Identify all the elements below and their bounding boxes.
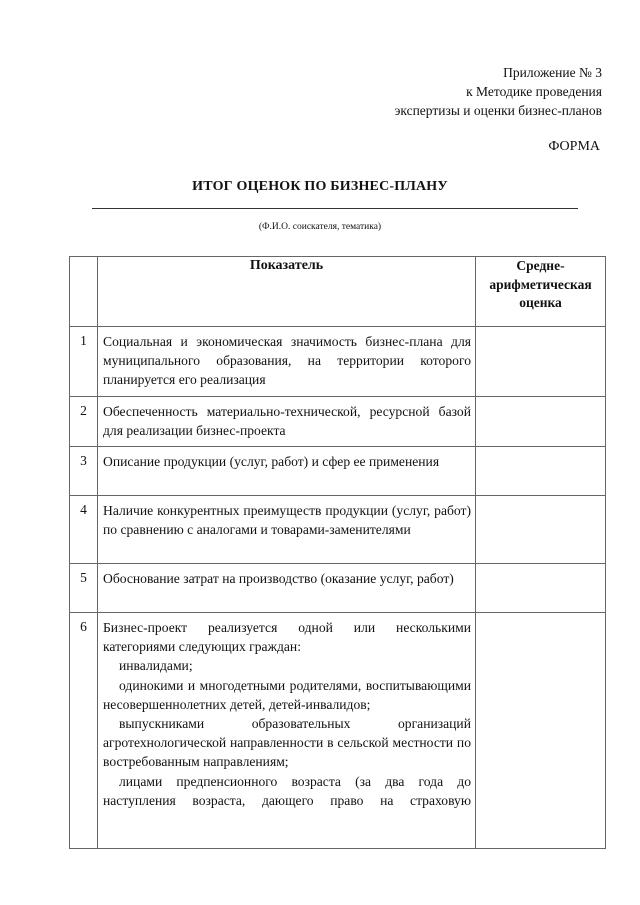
row-score-cell[interactable] [476,496,606,564]
row-indicator: Социальная и экономическая значимость бизнес-плана для муниципального образования, на территории которого планируется его реализация [98,327,476,397]
row6-item: одинокими и многодетными родителями, воспитывающими несовершеннолетних детей, детей-инвалидов; [103,677,471,712]
row6-item: лицами предпенсионного возраста (за два года до наступления возраста, дающего право на страховую [103,773,471,808]
header-average-line2: арифметическая [489,276,592,292]
method-line: к Методике проведения [466,84,602,99]
row-score-cell[interactable] [476,613,606,849]
row6-intro: Бизнес-проект реализуется одной или несколькими категориями следующих граждан: [103,620,471,655]
header-number-cell [70,257,98,327]
table-row [70,396,606,446]
row-indicator: Описание продукции (услуг, работ) и сфер ее применения [98,447,476,496]
table-row [70,447,606,496]
row-number: 1 [70,327,98,397]
row-score-cell[interactable] [476,327,606,397]
row-score-cell[interactable] [476,396,606,446]
row-score-cell[interactable] [476,564,606,613]
subject-line: экспертизы и оценки бизнес-планов [394,103,602,118]
row-number: 3 [70,447,98,496]
header-indicator-cell: Показатель [98,257,476,327]
page-title: ИТОГ ОЦЕНОК ПО БИЗНЕС-ПЛАНУ [192,179,448,194]
row-number: 4 [70,496,98,564]
row-indicator [98,613,476,849]
header-average-line1: Средне- [516,258,565,273]
header-average-line3: оценка [519,295,562,310]
row6-item: инвалидами; [119,658,193,674]
appendix-line: Приложение № 3 [503,65,602,80]
row-indicator: Наличие конкурентных преимуществ продукции (услуг, работ) по сравнению с аналогами и товарами-заменителями [98,496,476,564]
row-indicator: Обеспеченность материально-технической, ресурсной базой для реализации бизнес-проекта [98,396,476,446]
row-number: 2 [70,396,98,446]
row-score-cell[interactable] [476,447,606,496]
applicant-fill-line [92,208,578,209]
appendix-header [362,63,602,120]
evaluation-table [69,256,606,849]
form-label: ФОРМА [548,139,600,154]
table-row [70,564,606,613]
table-row [70,327,606,397]
applicant-caption: (Ф.И.О. соискателя, тематика) [258,222,382,232]
table-row [70,496,606,564]
header-average-cell [476,257,606,327]
row6-item: выпускниками образовательных организаций агротехнологической направленности в сельской местности по востребованным направлениям; [103,716,471,770]
row-number: 6 [70,613,98,849]
row-number: 5 [70,564,98,613]
row-indicator: Обоснование затрат на производство (оказание услуг, работ) [98,564,476,613]
table-header-row [70,257,606,327]
table-row [70,613,606,849]
